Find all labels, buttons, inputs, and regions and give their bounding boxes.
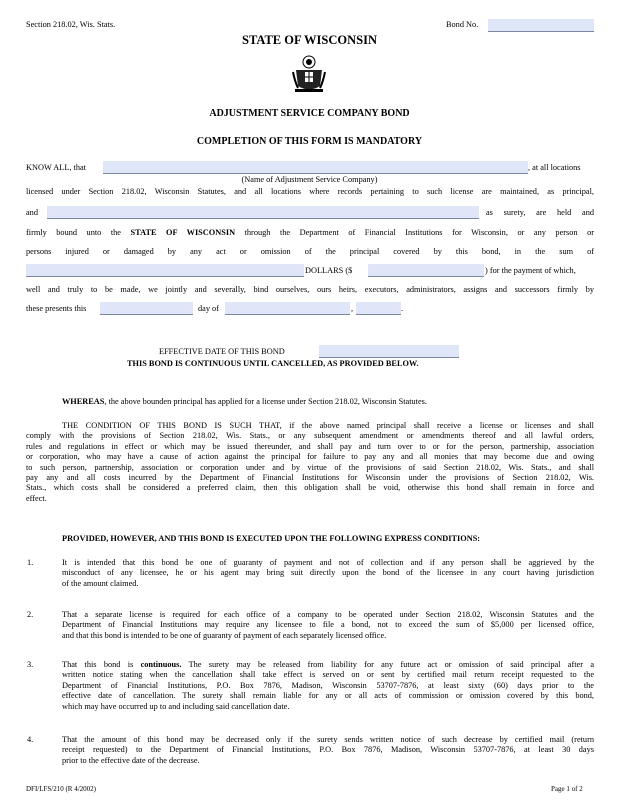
condition-number: 4. [27, 735, 34, 744]
bound-unto-state: STATE OF WISCONSIN [130, 228, 236, 237]
know-all-label: KNOW ALL, that [26, 163, 86, 172]
bound-unto-text-b: through the Department of Financial Institutions for Wisconsin, or any person or [235, 228, 594, 237]
condition-line: rules and regulations in effect or which may be issued thereunder, and shall pay and turn over to or for the person, partnership, association [26, 441, 594, 451]
page-number: Page 1 of 2 [551, 785, 583, 793]
statute-reference: Section 218.02, Wis. Stats. [26, 20, 116, 29]
month-field[interactable] [225, 302, 350, 315]
condition-item-line: Department of Financial Institutions, P.O. Box 7876, Madison, Wisconsin 53707-7876, at least sixty (60) days prior to the [62, 680, 594, 690]
effective-date-label: EFFECTIVE DATE OF THIS BOND [159, 347, 285, 356]
amount-words-field[interactable] [26, 264, 304, 277]
bond-no-field[interactable] [488, 19, 594, 32]
condition-line: comply with the provisions of Section 218.02, Wis. Stats., or any subsequent amendment or amendments thereof and all lawful orders, [26, 431, 594, 441]
condition-number: 3. [27, 660, 34, 669]
principal-name-caption: (Name of Adjustment Service Company) [241, 175, 378, 184]
form-title: ADJUSTMENT SERVICE COMPANY BOND [209, 108, 410, 119]
day-of-label: day of [198, 304, 219, 313]
comma-separator: , [351, 304, 354, 313]
bound-unto-line [26, 228, 594, 238]
effective-date-field[interactable] [319, 345, 459, 358]
period-separator: . [401, 304, 404, 313]
dollars-label: DOLLARS ($ [305, 266, 353, 275]
wisconsin-seal-icon [292, 52, 326, 94]
form-id: DFI/LFS/210 (R 4/2002) [26, 785, 97, 793]
condition-item-line: which may have occurred up to and including said cancellation date. [62, 701, 290, 711]
condition-item-line [62, 660, 594, 670]
condition-item-1 [62, 558, 594, 589]
principal-name-field[interactable] [103, 161, 528, 174]
surety-name-field[interactable] [47, 206, 479, 219]
condition-item-line: effective date of cancellation. The surety shall remain liable for any or all acts of commission or omission covered by this bond, [62, 691, 594, 701]
whereas-text: , the above bounden principal has applied for a license under Section 218.02, Wisconsin Statutes. [104, 397, 427, 406]
bound-unto-text-a: firmly bound unto the [26, 228, 131, 237]
condition-3-continuous: continuous. [140, 660, 182, 669]
condition-line: THE CONDITION OF THIS BOND IS SUCH THAT, if the above named principal shall receive a license or licenses and shall [62, 421, 594, 430]
condition-item-line: and that this bond is intended to be one of guaranty of payment of each separately licensed office. [62, 630, 387, 640]
condition-line: Stats., which costs shall be considered a preferred claim, then this obligation shall be void, otherwise this bond shall remain in force and [26, 483, 594, 493]
condition-line: or corporation, who may have a cause of action against the principal for failure to pay any and all monies that may become due and owing [26, 452, 594, 462]
these-presents-label: these presents this [26, 304, 87, 313]
condition-item-line: prior to the effective date of the decrease. [62, 755, 200, 765]
condition-line: pay any and all costs incurred by the Department of Financial Institutions for Wisconsin under the provisions of Section 218.02, Wis. [26, 473, 594, 483]
condition-number: 1. [27, 558, 34, 567]
persons-injured-line: persons injured or damaged by any act or omission of the principal covered by this bond, in the sum of [26, 247, 594, 256]
at-all-locations-label: , at all locations [528, 163, 581, 172]
condition-number: 2. [27, 610, 34, 619]
condition-item-line: receipt requested) to the Department of Financial Institutions, P.O. Box 7876, Madison, Wisconsin 53707-7876, at least 30 days [62, 745, 594, 755]
condition-item-line: of the amount claimed. [62, 578, 139, 588]
condition-item-line: That a separate license is required for each office of a company to be operated under Section 218.02, Wisconsin Statutes and the [62, 610, 594, 619]
license-line: licensed under Section 218.02, Wisconsin Statutes, and all locations where records pertaining to such license are maintained, as principal, [26, 187, 594, 196]
year-field[interactable] [356, 302, 404, 315]
payment-label: ) for the payment of which, [485, 266, 576, 275]
condition-3-text-a: That this bond is [62, 660, 141, 669]
condition-item-line: That the amount of this bond may be decreased only if the surety sends written notice of such decrease by certified mail (return [62, 735, 594, 744]
day-field[interactable] [100, 302, 193, 315]
condition-item-line: written notice stating when the cancellation shall take effect is served on or sent by certified mail return receipt requested to the [62, 670, 594, 680]
whereas-paragraph [62, 397, 427, 407]
condition-line: to such person, partnership, association or corporation under and by virtue of the provisions of said Section 218.02, Wis. Stats., and shall [26, 462, 594, 472]
condition-item-line: Department of Financial Institutions may require any licensee to file a bond, not to exceed the sum of $5,000 per licensed office, [62, 620, 594, 630]
condition-line: effect. [26, 493, 47, 503]
state-heading: STATE OF WISCONSIN [242, 33, 377, 47]
condition-item-line: It is intended that this bond be one of guaranty of payment and not of collection and if any person shall be aggrieved by the [62, 558, 594, 567]
condition-paragraph [26, 421, 594, 504]
and-label: and [26, 208, 38, 217]
condition-item-4 [62, 735, 594, 766]
amount-numeric-field[interactable] [368, 264, 484, 277]
condition-item-line: misconduct of any licensee, he or his agent may bring suit directly upon the bond of the licensee in any court having jurisdiction [62, 568, 594, 578]
mandatory-notice: COMPLETION OF THIS FORM IS MANDATORY [196, 136, 423, 147]
condition-item-3 [62, 660, 594, 712]
bond-no-label: Bond No. [446, 20, 479, 29]
whereas-bold: WHEREAS [62, 397, 105, 406]
condition-3-text-b: The surety may be released from liability for any future act or omission of said principal after a [181, 660, 594, 669]
as-surety-label: as surety, are held and [486, 208, 594, 217]
continuous-notice: THIS BOND IS CONTINUOUS UNTIL CANCELLED, AS PROVIDED BELOW. [127, 359, 419, 368]
jointly-severally-line: well and truly to be made, we jointly and severally, bind ourselves, ours heirs, executors, administrators, assigns and successors firmly by [26, 285, 594, 294]
provided-heading: PROVIDED, HOWEVER, AND THIS BOND IS EXECUTED UPON THE FOLLOWING EXPRESS CONDITIONS: [62, 534, 481, 543]
condition-item-2 [62, 610, 594, 641]
